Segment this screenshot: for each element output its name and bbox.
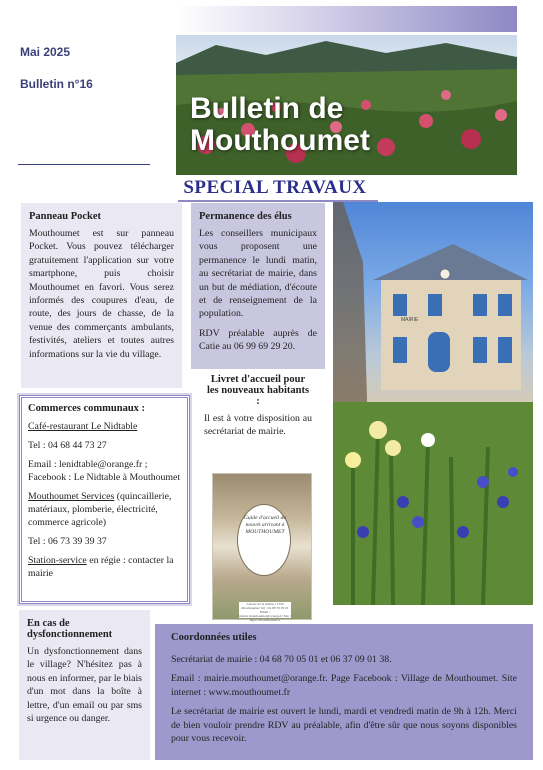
- coordonnees-box: [155, 624, 533, 760]
- panneau-pocket-title: Panneau Pocket: [29, 211, 102, 222]
- header-divider: [18, 164, 150, 165]
- mairie-sign: MAIRIE: [401, 317, 419, 323]
- livret-accueil-section: [198, 372, 318, 441]
- guide-cover-text: Guide d'accueil du nouvel arrivant à MOUTHOUMET: [243, 515, 287, 535]
- restaurant-contact[interactable]: Email : lenidtable@orange.fr ; Facebook : Le Nidtable à Mouthoumet: [28, 459, 181, 483]
- guide-cover-oval: [237, 504, 291, 576]
- mairie-photo: [333, 202, 533, 605]
- services-name[interactable]: Mouthoumet Services: [28, 491, 115, 502]
- coordonnees-email-web[interactable]: Email : mairie.mouthoumet@orange.fr. Page Facebook : Village de Mouthoumet. Site internet : www.mouthoumet.fr: [171, 673, 517, 698]
- dysfonctionnement-text: Un dysfonctionnement dans le village? N'hésitez pas à nous en informer, par le biais d'un mot dans la boîte à lettre, d'un email ou par sms si urgence ou danger.: [27, 646, 142, 725]
- guide-cover-footer: Lefoux de la mairie 11330 Mouthoumet Tél : 04 68 70 05 01 Email : mairie.mouthoumet@orange.fr Site : https://mouthoumet.fr: [239, 602, 291, 622]
- coordonnees-title: Coordonnées utiles: [171, 632, 257, 643]
- services-entry: [28, 490, 181, 529]
- station-name[interactable]: Station-service: [28, 555, 87, 566]
- station-entry: [28, 554, 181, 580]
- services-phone: Tel : 06 73 39 39 37: [28, 536, 107, 547]
- bulletin-number: Bulletin n°16: [20, 77, 93, 91]
- permanence-text: Les conseillers municipaux vous proposent une permanence le lundi matin, au secrétariat de mairie, dans un but de médiation, d'écoute et de renseignement de la population.: [199, 228, 317, 320]
- bulletin-title: Bulletin de Mouthoumet: [190, 92, 370, 157]
- mairie-illustration: [333, 202, 533, 605]
- station-description: en régie : contacter la mairie: [28, 555, 174, 579]
- restaurant-phone: Tel : 04 68 44 73 27: [28, 440, 107, 451]
- livret-title: Livret d'accueil pour les nouveaux habitants :: [206, 374, 310, 407]
- commerces-box: [19, 395, 190, 604]
- panneau-pocket-box: [21, 203, 182, 388]
- commerces-title: Commerces communaux :: [28, 403, 146, 414]
- dysfonctionnement-box: [19, 610, 150, 760]
- coordonnees-horaires: Le secrétariat de mairie est ouvert le lundi, mardi et vendredi matin de 9h à 12h. Merci de bien vouloir prendre RDV au préalable, afin d'être sûr que nous soyons disponibles pour vous recevoir.: [171, 706, 517, 745]
- header-gradient-bar: [176, 6, 517, 32]
- dysfonctionnement-title: En cas de dysfonctionnement: [27, 618, 113, 640]
- permanence-title: Permanence des élus: [199, 211, 292, 222]
- issue-date: Mai 2025: [20, 45, 71, 59]
- services-description: (quincaillerie, matériaux, plomberie, électricité, commerce agricole): [28, 491, 172, 528]
- livret-text: Il est à votre disposition au secrétariat de mairie.: [204, 413, 312, 438]
- panneau-pocket-text: Mouthoumet est sur panneau Pocket. Vous pouvez télécharger gratuitement l'application sur votre smartphone, puis choisir Mouthoumet en favori. Vous serez informés des coupures d'eau, de route, des jours de chasse, de la venue des commerçants ambulants, festivités, ateliers et toutes autres informations sur la vie du village.: [29, 228, 174, 360]
- restaurant-name[interactable]: Café-restaurant Le Nidtable: [28, 421, 138, 432]
- permanence-rdv: RDV préalable auprès de Catie au 06 99 69 29 20.: [199, 327, 317, 353]
- special-title: SPECIAL TRAVAUX: [183, 177, 367, 198]
- guide-accueil-image: [212, 473, 312, 620]
- permanence-box: [191, 203, 325, 369]
- hero-image: [176, 35, 517, 175]
- coordonnees-secretariat: Secrétariat de mairie : 04 68 70 05 01 et 06 37 09 01 38.: [171, 654, 392, 665]
